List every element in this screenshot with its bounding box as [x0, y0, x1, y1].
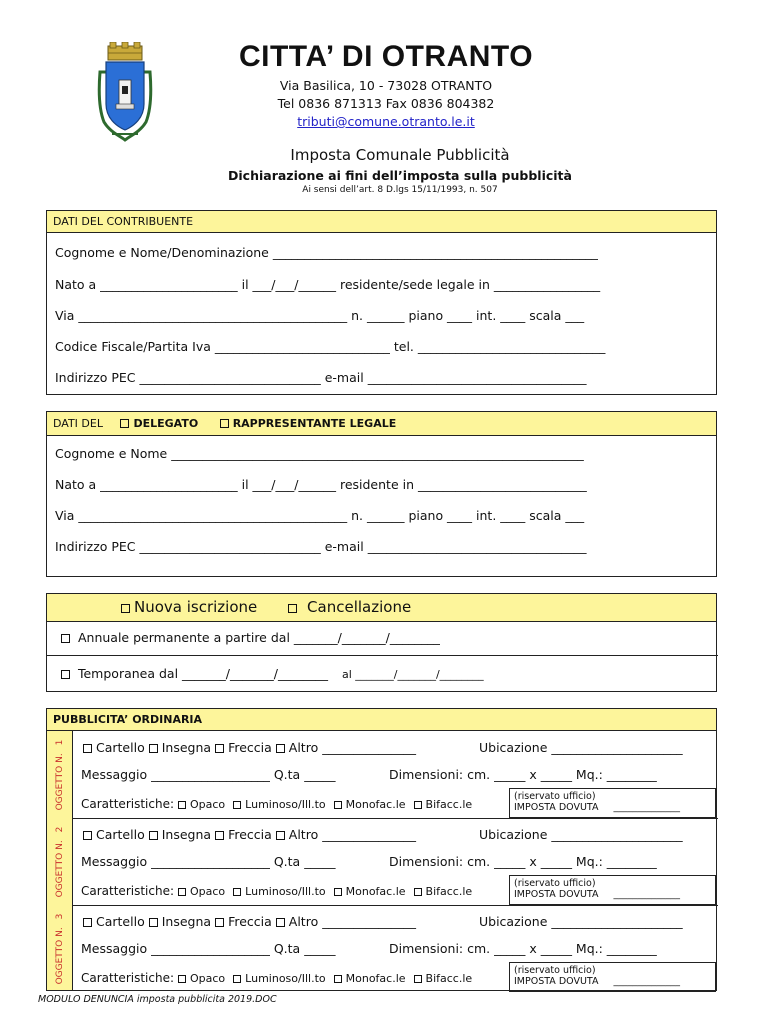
riservato-ufficio-box [509, 962, 716, 992]
object-type-row [83, 740, 420, 755]
delegate-street-field[interactable]: Via ___________________________________________ n. ______ piano ____ int. ____ scala ___ [55, 508, 585, 523]
checkbox-icon[interactable] [215, 744, 224, 753]
checkbox-icon[interactable] [233, 975, 241, 983]
char-checkbox[interactable]: Opaco [178, 798, 225, 811]
checkbox-icon[interactable] [414, 801, 422, 809]
checkbox-icon[interactable] [149, 744, 158, 753]
phone-fax: Tel 0836 871313 Fax 0836 804382 [277, 96, 495, 111]
caratteristiche-label: Caratteristiche: [81, 971, 174, 985]
char-checkbox[interactable]: Bifacc.le [414, 798, 473, 811]
contribuente-header: DATI DEL CONTRIBUENTE [47, 211, 716, 233]
object-side-label [47, 818, 73, 905]
char-checkbox[interactable]: Bifacc.le [414, 972, 473, 985]
char-checkbox[interactable]: Opaco [178, 972, 225, 985]
riservato-ufficio-box [509, 788, 716, 818]
checkbox-icon[interactable] [178, 888, 186, 896]
cancellazione-checkbox[interactable]: Cancellazione [288, 598, 411, 616]
imposta-field[interactable]: ______________ [613, 889, 680, 900]
char-checkbox[interactable]: Luminoso/Ill.to [233, 885, 325, 898]
checkbox-icon[interactable] [233, 801, 241, 809]
checkbox-icon[interactable] [288, 604, 297, 613]
checkbox-icon[interactable] [414, 975, 422, 983]
checkbox-icon[interactable] [334, 801, 342, 809]
char-checkbox[interactable]: Monofac.le [334, 885, 406, 898]
checkbox-icon[interactable] [61, 634, 70, 643]
delegate-name-field[interactable]: Cognome e Nome __________________________________________________________________ [55, 446, 584, 461]
checkbox-icon[interactable] [61, 670, 70, 679]
pec-email-field[interactable]: Indirizzo PEC _____________________________ e-mail ___________________________________ [55, 370, 587, 385]
checkbox-icon[interactable] [83, 831, 92, 840]
char-checkbox[interactable]: Monofac.le [334, 798, 406, 811]
delegate-birth-field[interactable]: Nato a ______________________ il ___/___/______ residente in ___________________________ [55, 477, 587, 492]
object-side-label [47, 731, 73, 818]
ubicazione-field[interactable]: Ubicazione _____________________ [479, 914, 683, 929]
checkbox-icon[interactable] [276, 918, 285, 927]
checkbox-icon[interactable] [215, 831, 224, 840]
object-number: 3 [55, 913, 65, 919]
caratteristiche-row [81, 797, 472, 811]
type-checkbox[interactable]: Altro _______________ [276, 827, 416, 842]
object-number: 1 [55, 739, 65, 745]
form-declaration: Dichiarazione ai fini dell’imposta sulla pubblicità [228, 168, 572, 183]
type-checkbox[interactable]: Altro _______________ [276, 740, 416, 755]
divider [47, 655, 718, 656]
ordinaria-header: PUBBLICITA’ ORDINARIA [47, 709, 716, 731]
dimensioni-field[interactable]: Dimensioni: cm. _____ x _____ Mq.: ________ [389, 854, 657, 869]
address: Via Basilica, 10 - 73028 OTRANTO [279, 78, 493, 93]
object-label: OGGETTO N. [55, 839, 65, 897]
city-title: CITTA’ DI OTRANTO [238, 40, 534, 73]
object-label: OGGETTO N. [55, 752, 65, 810]
dimensioni-field[interactable]: Dimensioni: cm. _____ x _____ Mq.: ________ [389, 767, 657, 782]
imposta-label: IMPOSTA DOVUTA [514, 802, 599, 813]
object-type-row [83, 827, 420, 842]
legal-reference: Ai sensi dell’art. 8 D.lgs 15/11/1993, n. 507 [302, 185, 498, 195]
delegato-section [46, 411, 717, 577]
type-checkbox[interactable]: Freccia [215, 914, 272, 929]
checkbox-icon[interactable] [178, 801, 186, 809]
object-label: OGGETTO N. [55, 926, 65, 984]
riservato-label: (riservato ufficio) [514, 965, 596, 976]
checkbox-icon[interactable] [149, 918, 158, 927]
caratteristiche-row [81, 971, 472, 985]
char-checkbox[interactable]: Luminoso/Ill.to [233, 972, 325, 985]
footer-filename: MODULO DENUNCIA imposta pubblicita 2019.DOC [38, 994, 277, 1005]
legal-rep-checkbox[interactable]: RAPPRESENTANTE LEGALE [220, 417, 397, 430]
type-checkbox[interactable]: Cartello [83, 827, 145, 842]
city-crest-logo [92, 42, 158, 144]
nuova-iscrizione-checkbox[interactable]: Nuova iscrizione [121, 598, 257, 616]
email-link[interactable]: tributi@comune.otranto.le.it [297, 114, 475, 129]
tax-code-phone-field[interactable]: Codice Fiscale/Partita Iva ____________________________ tel. ______________________________ [55, 339, 606, 354]
type-checkbox[interactable]: Freccia [215, 740, 272, 755]
object-block [47, 818, 718, 905]
riservato-label: (riservato ufficio) [514, 791, 596, 802]
caratteristiche-label: Caratteristiche: [81, 797, 174, 811]
checkbox-icon[interactable] [149, 831, 158, 840]
birth-residence-field[interactable]: Nato a ______________________ il ___/___/______ residente/sede legale in _________________ [55, 277, 601, 292]
caratteristiche-label: Caratteristiche: [81, 884, 174, 898]
messaggio-field[interactable]: Messaggio ___________________ Q.ta _____ [81, 941, 336, 956]
object-side-label [47, 905, 73, 990]
delegato-checkbox[interactable]: DELEGATO [120, 417, 198, 430]
imposta-label: IMPOSTA DOVUTA [514, 976, 599, 987]
ordinaria-section [46, 708, 717, 991]
object-block [47, 905, 718, 992]
messaggio-field[interactable]: Messaggio ___________________ Q.ta _____ [81, 767, 336, 782]
checkbox-icon[interactable] [334, 975, 342, 983]
imposta-label: IMPOSTA DOVUTA [514, 889, 599, 900]
checkbox-icon[interactable] [414, 888, 422, 896]
checkbox-icon[interactable] [220, 419, 229, 428]
type-checkbox[interactable]: Altro _______________ [276, 914, 416, 929]
type-checkbox[interactable]: Freccia [215, 827, 272, 842]
checkbox-icon[interactable] [215, 918, 224, 927]
ubicazione-field[interactable]: Ubicazione _____________________ [479, 827, 683, 842]
checkbox-icon[interactable] [121, 604, 130, 613]
object-number: 2 [55, 826, 65, 832]
messaggio-field[interactable]: Messaggio ___________________ Q.ta _____ [81, 854, 336, 869]
char-checkbox[interactable]: Bifacc.le [414, 885, 473, 898]
iscrizione-section [46, 593, 717, 692]
checkbox-icon[interactable] [233, 888, 241, 896]
ubicazione-field[interactable]: Ubicazione _____________________ [479, 740, 683, 755]
riservato-label: (riservato ufficio) [514, 878, 596, 889]
imposta-field[interactable]: ______________ [613, 976, 680, 987]
temporanea-option[interactable]: Temporanea dal _______/_______/________ al _______/_______/________ [61, 666, 484, 681]
char-checkbox[interactable]: Luminoso/Ill.to [233, 798, 325, 811]
checkbox-icon[interactable] [276, 831, 285, 840]
type-checkbox[interactable]: Insegna [149, 827, 211, 842]
caratteristiche-row [81, 884, 472, 898]
object-block [47, 731, 718, 818]
annuale-option[interactable]: Annuale permanente a partire dal _______/_______/________ [61, 630, 440, 645]
delegate-pec-email-field[interactable]: Indirizzo PEC _____________________________ e-mail ___________________________________ [55, 539, 587, 554]
delegato-header-prefix: DATI DEL [53, 417, 103, 430]
checkbox-icon[interactable] [178, 975, 186, 983]
checkbox-icon[interactable] [83, 744, 92, 753]
delegato-header [47, 412, 716, 436]
checkbox-icon[interactable] [276, 744, 285, 753]
type-checkbox[interactable]: Cartello [83, 740, 145, 755]
checkbox-icon[interactable] [83, 918, 92, 927]
riservato-ufficio-box [509, 875, 716, 905]
name-field[interactable]: Cognome e Nome/Denominazione ____________________________________________________ [55, 245, 598, 260]
char-checkbox[interactable]: Monofac.le [334, 972, 406, 985]
char-checkbox[interactable]: Opaco [178, 885, 225, 898]
crown-icon [108, 42, 142, 60]
checkbox-icon[interactable] [120, 419, 129, 428]
imposta-field[interactable]: ______________ [613, 802, 680, 813]
object-type-row [83, 914, 420, 929]
checkbox-icon[interactable] [334, 888, 342, 896]
type-checkbox[interactable]: Insegna [149, 740, 211, 755]
contribuente-section [46, 210, 717, 395]
iscrizione-header [47, 594, 716, 622]
street-field[interactable]: Via ___________________________________________ n. ______ piano ____ int. ____ scala ___ [55, 308, 585, 323]
type-checkbox[interactable]: Cartello [83, 914, 145, 929]
form-subject: Imposta Comunale Pubblicità [290, 146, 510, 164]
dimensioni-field[interactable]: Dimensioni: cm. _____ x _____ Mq.: ________ [389, 941, 657, 956]
type-checkbox[interactable]: Insegna [149, 914, 211, 929]
